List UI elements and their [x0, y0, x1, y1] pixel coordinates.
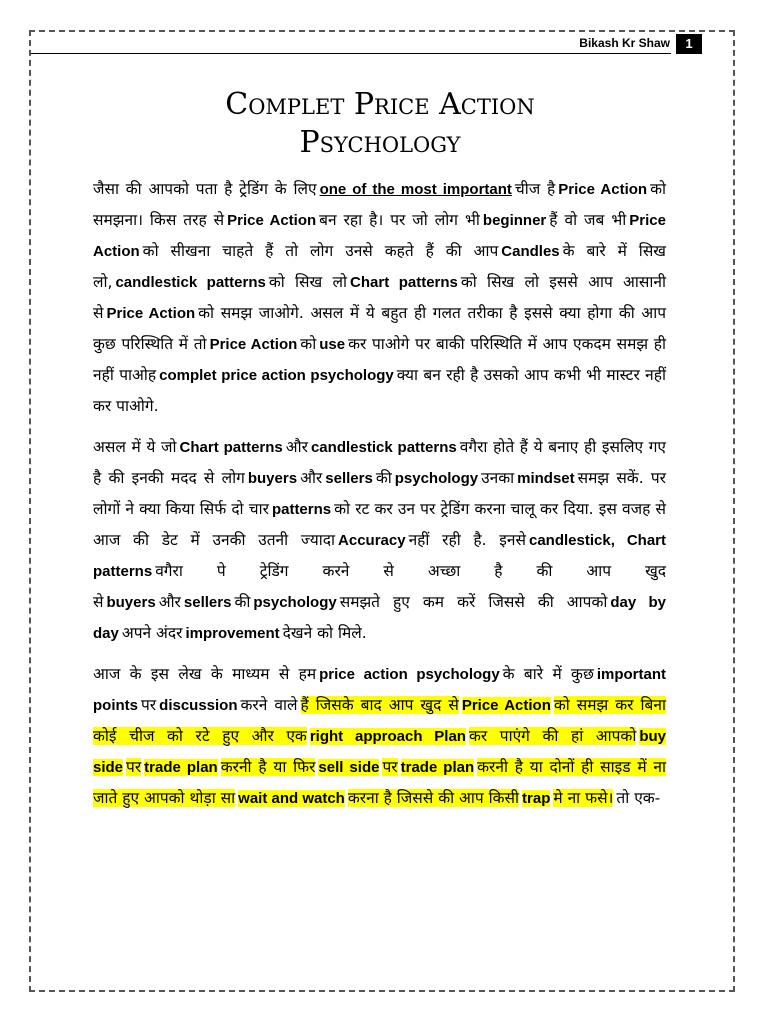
text-segment: और [285, 438, 308, 456]
highlighted-text: trade plan [400, 759, 475, 776]
title-line-1: Complet Price Action [225, 87, 535, 122]
header-author: Bikash Kr Shaw [579, 36, 670, 50]
bold-term: Accuracy [338, 532, 406, 549]
text-segment: को समझना। किस तरह से [93, 180, 666, 229]
bold-term: Chart patterns [350, 274, 458, 291]
paragraph [93, 432, 666, 649]
text-segment: तो एक- [616, 789, 661, 807]
text-segment: को सिख लो [268, 273, 348, 291]
highlighted-text: wait and watch [238, 790, 345, 807]
text-segment: की [234, 593, 251, 611]
text-segment: क्या बन रही है उसको आप कभी भी मास्टर नहीं कर पाओगे. [93, 366, 667, 415]
bold-term: patterns [271, 501, 332, 518]
text-segment: और [300, 469, 323, 487]
bold-term: Chart patterns [179, 439, 283, 456]
highlighted-text: करनी है या फिर [220, 758, 316, 776]
highlighted-text: trade plan [144, 759, 218, 776]
bold-term: candlestick patterns [115, 274, 266, 291]
highlighted-text: Price Action [461, 697, 551, 714]
bold-term: Price Action [106, 305, 196, 322]
page-number-badge: 1 [676, 34, 702, 54]
text-segment: करने वाले [240, 696, 298, 714]
text-segment: को सीखना चाहते हैं तो लोग उनसे कहते हैं की आप [142, 242, 499, 260]
text-segment: के बारे में सिख लो, [93, 242, 666, 291]
text-segment: को सिख लो इससे आप आसानी से [93, 273, 666, 322]
bold-term: improvement [185, 625, 280, 642]
text-segment: बन रहा है। पर जो लोग भी [319, 211, 480, 229]
bold-term: mindset [517, 470, 575, 487]
highlighted-text: right approach Plan [309, 728, 466, 745]
bold-term: day by day [93, 594, 666, 642]
text-segment: चीज है [514, 180, 556, 198]
bold-term: price action psychology [319, 666, 500, 683]
bold-term: candlestick, Chart patterns [93, 532, 667, 580]
text-segment: नहीं रही है. इनसे [408, 531, 526, 549]
highlighted-text: कर पाएंगे की हां आपको [468, 727, 637, 745]
text-segment: और [158, 593, 181, 611]
bold-term: Price Action [93, 212, 666, 260]
bold-term: discussion [159, 697, 238, 714]
text-segment: को समझ जाओगे. असल में ये बहुत ही गलत तरीका है इससे क्या होगा की आप कुछ परिस्थिति में तो [93, 304, 667, 353]
bold-term: important points [93, 666, 666, 714]
header-divider [31, 53, 671, 54]
highlighted-text: buy side [93, 728, 667, 776]
text-segment: अपने अंदर [121, 624, 183, 642]
document-title [70, 86, 690, 162]
text-segment: के बारे में कुछ [502, 665, 594, 683]
highlighted-text: करनी है या दोनों ही साइड में ना जाते हुए आपको थोड़ा सा [93, 758, 666, 807]
text-segment: आज के इस लेख के माध्यम से हम [93, 665, 317, 683]
bold-term: sellers [183, 594, 232, 611]
text-segment: समझते हुए कम करें जिससे की आपको [339, 593, 608, 611]
highlighted-text: हैं जिसके बाद आप खुद से [300, 696, 459, 714]
highlighted-text: trap [522, 790, 551, 807]
highlighted-text: करना है जिससे की आप किसी [347, 789, 520, 807]
text-segment: हैं वो जब भी [549, 211, 627, 229]
text-segment: को [300, 335, 317, 353]
text-segment: की [375, 469, 392, 487]
paragraph [93, 174, 666, 422]
bold-term: one of the most important [319, 181, 512, 198]
bold-term: Candles [501, 243, 560, 260]
highlighted-text: sell side [318, 759, 380, 776]
bold-term: buyers [106, 594, 156, 611]
bold-term: Price Action [227, 212, 317, 229]
bold-term: sellers [325, 470, 373, 487]
text-segment: असल में ये जो [93, 438, 177, 456]
bold-term: use [319, 336, 346, 353]
title-line-2: Psychology [299, 125, 461, 160]
bold-term: Price Action [209, 336, 298, 353]
text-segment: वगैरा पे ट्रेडिंग करने से अच्छा है की आप खुद से [93, 562, 666, 611]
paragraph [93, 659, 666, 814]
text-segment: कर पाओगे पर बाकी परिस्थिति में आप एकदम समझ ही नहीं पाओह [93, 335, 666, 384]
bold-term: candlestick patterns [310, 439, 457, 456]
text-segment: वगैरा होते हैं ये बनाए ही इसलिए गए है की इनकी मदद से लोग [93, 438, 666, 487]
bold-term: psychology [394, 470, 479, 487]
text-segment: देखने को मिले. [282, 624, 367, 642]
text-segment: को रट कर उन पर ट्रेडिंग करना चालू कर दिया. इस वजह से आज की डेट में उनकी उतनी ज्यादा [93, 500, 666, 549]
text-segment: समझ सकें. पर लोगों ने क्या किया सिर्फ दो चार [93, 469, 666, 518]
document-body [93, 174, 666, 824]
bold-term: Price Action [558, 181, 648, 198]
highlighted-text: मे ना फसे। [553, 789, 614, 807]
text-segment: पर [141, 696, 157, 714]
bold-term: beginner [482, 212, 547, 229]
text-segment: उनका [481, 469, 515, 487]
bold-term: buyers [247, 470, 298, 487]
text-segment: जैसा की आपको पता है ट्रेडिंग के लिए [93, 180, 317, 198]
highlighted-text: पर [126, 758, 142, 776]
bold-term: complet price action psychology [159, 367, 394, 384]
highlighted-text: पर [382, 758, 398, 776]
highlighted-text: को समझ कर बिना कोई चीज को रटे हुए और एक [93, 696, 667, 745]
bold-term: psychology [253, 594, 337, 611]
